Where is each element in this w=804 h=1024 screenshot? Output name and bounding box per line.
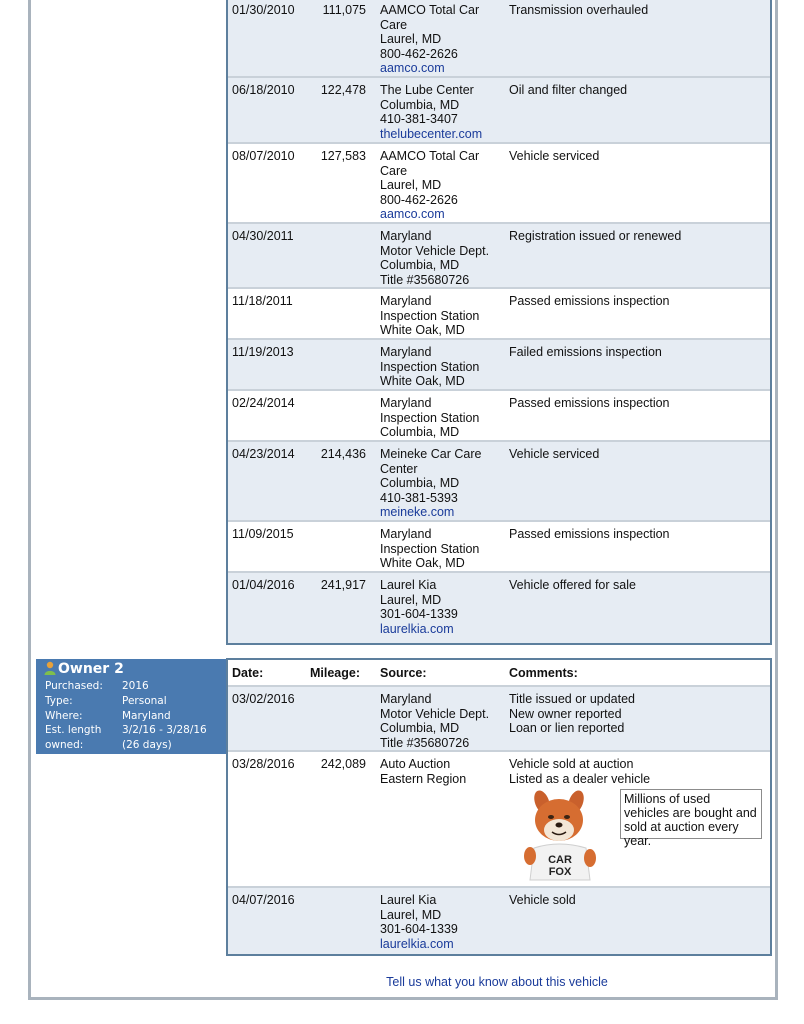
auction-info-callout: Millions of used vehicles are bought and sold at auction every year. [620, 789, 762, 839]
table-row [228, 573, 770, 643]
tell-us-link[interactable]: Tell us what you know about this vehicle [386, 975, 608, 989]
record-mileage: 127,583 [320, 149, 366, 163]
record-comment: Vehicle serviced [509, 447, 600, 461]
record-source: Maryland Inspection Station White Oak, MD [380, 345, 480, 388]
table-row [228, 144, 770, 224]
record-date: 06/18/2010 [232, 83, 295, 97]
record-date: 03/02/2016 [232, 692, 295, 706]
record-source: AAMCO Total Car Care Laurel, MD 800-462-2626 aamco.com [380, 3, 480, 75]
header-comments: Comments: [509, 666, 578, 680]
record-date: 11/18/2011 [232, 294, 293, 308]
record-source: Maryland Inspection Station White Oak, MD [380, 294, 480, 337]
owner-field-value: 3/2/16 - 3/28/16 [122, 724, 207, 736]
source-website-link[interactable]: laurelkia.com [380, 621, 454, 636]
record-mileage: 242,089 [320, 757, 366, 771]
record-source: AAMCO Total Car Care Laurel, MD 800-462-2626 aamco.com [380, 149, 480, 221]
record-source: The Lube Center Columbia, MD 410-381-3407 thelubecenter.com [380, 83, 483, 141]
table-row [228, 224, 770, 289]
owner-field-label: Est. length [45, 724, 102, 736]
record-date: 04/23/2014 [232, 447, 295, 461]
table-row [228, 522, 770, 573]
record-mileage: 241,917 [320, 578, 366, 592]
owner-field-value: 2016 [122, 680, 149, 692]
record-mileage: 214,436 [320, 447, 366, 461]
record-source: Meineke Car Care Center Columbia, MD 410-381-5393 meineke.com [380, 447, 482, 519]
shirt-text-fox: FOX [548, 866, 572, 878]
record-mileage: 122,478 [320, 83, 366, 97]
record-source: Maryland Motor Vehicle Dept. Columbia, MD Title #35680726 [380, 229, 490, 287]
owner2-history-table [226, 658, 772, 956]
owner-field-value: Maryland [122, 710, 171, 722]
record-date: 03/28/2016 [232, 757, 295, 771]
table-row [228, 289, 770, 340]
table-row [228, 78, 770, 144]
record-date: 11/19/2013 [232, 345, 294, 359]
record-comment: Title issued or updated New owner reported Loan or lien reported [509, 692, 636, 735]
table-row [228, 0, 770, 78]
record-date: 04/07/2016 [232, 893, 295, 907]
table-row [228, 687, 770, 752]
owner-field-label: owned: [45, 739, 84, 751]
record-comment: Vehicle sold [509, 893, 576, 907]
source-website-link[interactable]: aamco.com [380, 207, 445, 221]
header-date: Date: [232, 666, 264, 680]
header-source: Source: [380, 666, 427, 680]
owner2-summary-panel [36, 659, 227, 754]
table-row [228, 340, 770, 391]
record-comment: Passed emissions inspection [509, 527, 670, 541]
record-comment: Failed emissions inspection [509, 345, 662, 359]
header-mileage: Mileage: [310, 666, 361, 680]
record-comment: Vehicle serviced [509, 149, 600, 163]
record-source: Laurel Kia Laurel, MD 301-604-1339 laurelkia.com [380, 893, 458, 951]
record-comment: Transmission overhauled [509, 3, 649, 17]
record-source: Laurel Kia Laurel, MD 301-604-1339 laurelkia.com [380, 578, 458, 636]
table-row [228, 888, 770, 954]
record-date: 11/09/2015 [232, 527, 294, 541]
owner-field-label: Purchased: [45, 680, 103, 692]
record-comment: Vehicle sold at auction Listed as a dealer vehicle [509, 757, 651, 786]
source-website-link[interactable]: thelubecenter.com [380, 126, 483, 141]
record-date: 08/07/2010 [232, 149, 295, 163]
record-source: Auto Auction Eastern Region [380, 757, 467, 786]
owner-field-label: Type: [45, 695, 73, 707]
record-mileage: 111,075 [322, 3, 366, 17]
source-website-link[interactable]: aamco.com [380, 61, 445, 75]
owner-field-label: Where: [45, 710, 83, 722]
owner-title: Owner 2 [44, 661, 124, 677]
record-comment: Passed emissions inspection [509, 396, 670, 410]
record-source: Maryland Inspection Station White Oak, MD [380, 527, 480, 570]
table-header [228, 660, 770, 687]
record-comment: Vehicle offered for sale [509, 578, 636, 592]
record-date: 01/04/2016 [232, 578, 295, 592]
record-date: 04/30/2011 [232, 229, 294, 243]
record-source: Maryland Motor Vehicle Dept. Columbia, MD Title #35680726 [380, 692, 490, 750]
record-comment: Oil and filter changed [509, 83, 628, 97]
owner-field-value: Personal [122, 695, 167, 707]
owner-field-value: (26 days) [122, 739, 172, 751]
carfox-mascot [524, 790, 606, 882]
record-comment: Registration issued or renewed [509, 229, 682, 243]
person-icon [44, 661, 56, 675]
table-row [228, 752, 770, 888]
source-website-link[interactable]: meineke.com [380, 505, 455, 519]
source-website-link[interactable]: laurelkia.com [380, 936, 454, 951]
record-date: 02/24/2014 [232, 396, 295, 410]
record-source: Maryland Inspection Station Columbia, MD [380, 396, 480, 439]
table-row [228, 391, 770, 442]
table-row [228, 442, 770, 522]
owner1-history-table [226, 0, 772, 645]
record-date: 01/30/2010 [232, 3, 295, 17]
shirt-text-car: CAR [548, 854, 572, 866]
record-comment: Passed emissions inspection [509, 294, 670, 308]
